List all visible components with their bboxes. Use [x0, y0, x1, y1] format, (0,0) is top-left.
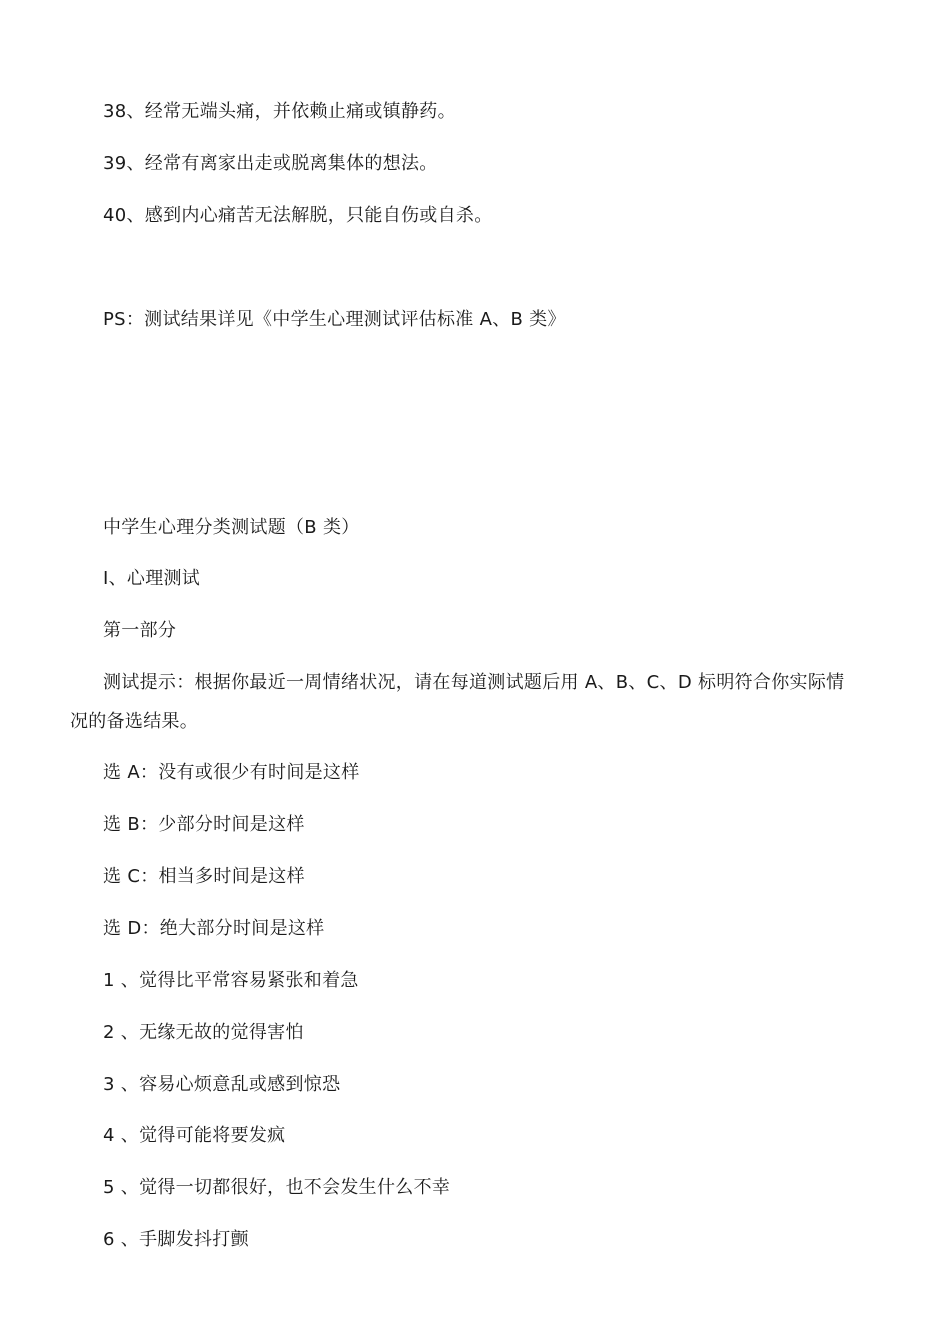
option-c: 选 C：相当多时间是这样 — [103, 866, 305, 887]
option-d: 选 D：绝大部分时间是这样 — [103, 918, 325, 939]
instruction-line-2: 况的备选结果。 — [70, 711, 199, 732]
part-heading: I、心理测试 — [103, 568, 201, 589]
option-b: 选 B：少部分时间是这样 — [103, 814, 305, 835]
sub-heading: 第一部分 — [103, 620, 177, 641]
question-5: 5 、觉得一切都很好，也不会发生什么不幸 — [103, 1177, 451, 1198]
option-a: 选 A：没有或很少有时间是这样 — [103, 762, 360, 783]
item-38: 38、经常无端头痛，并依赖止痛或镇静药。 — [103, 101, 456, 122]
item-39: 39、经常有离家出走或脱离集体的想法。 — [103, 153, 438, 174]
instruction-line-1: 测试提示：根据你最近一周情绪状况，请在每道测试题后用 A、B、C、D 标明符合你实际情 — [103, 672, 845, 693]
section-title: 中学生心理分类测试题（B 类） — [103, 517, 360, 538]
question-4: 4 、觉得可能将要发疯 — [103, 1125, 286, 1146]
item-40: 40、感到内心痛苦无法解脱，只能自伤或自杀。 — [103, 205, 493, 226]
question-1: 1 、觉得比平常容易紧张和着急 — [103, 970, 359, 991]
question-2: 2 、无缘无故的觉得害怕 — [103, 1022, 304, 1043]
question-6: 6 、手脚发抖打颤 — [103, 1229, 249, 1250]
ps-note: PS：测试结果详见《中学生心理测试评估标准 A、B 类》 — [103, 309, 566, 330]
question-3: 3 、容易心烦意乱或感到惊恐 — [103, 1074, 341, 1095]
